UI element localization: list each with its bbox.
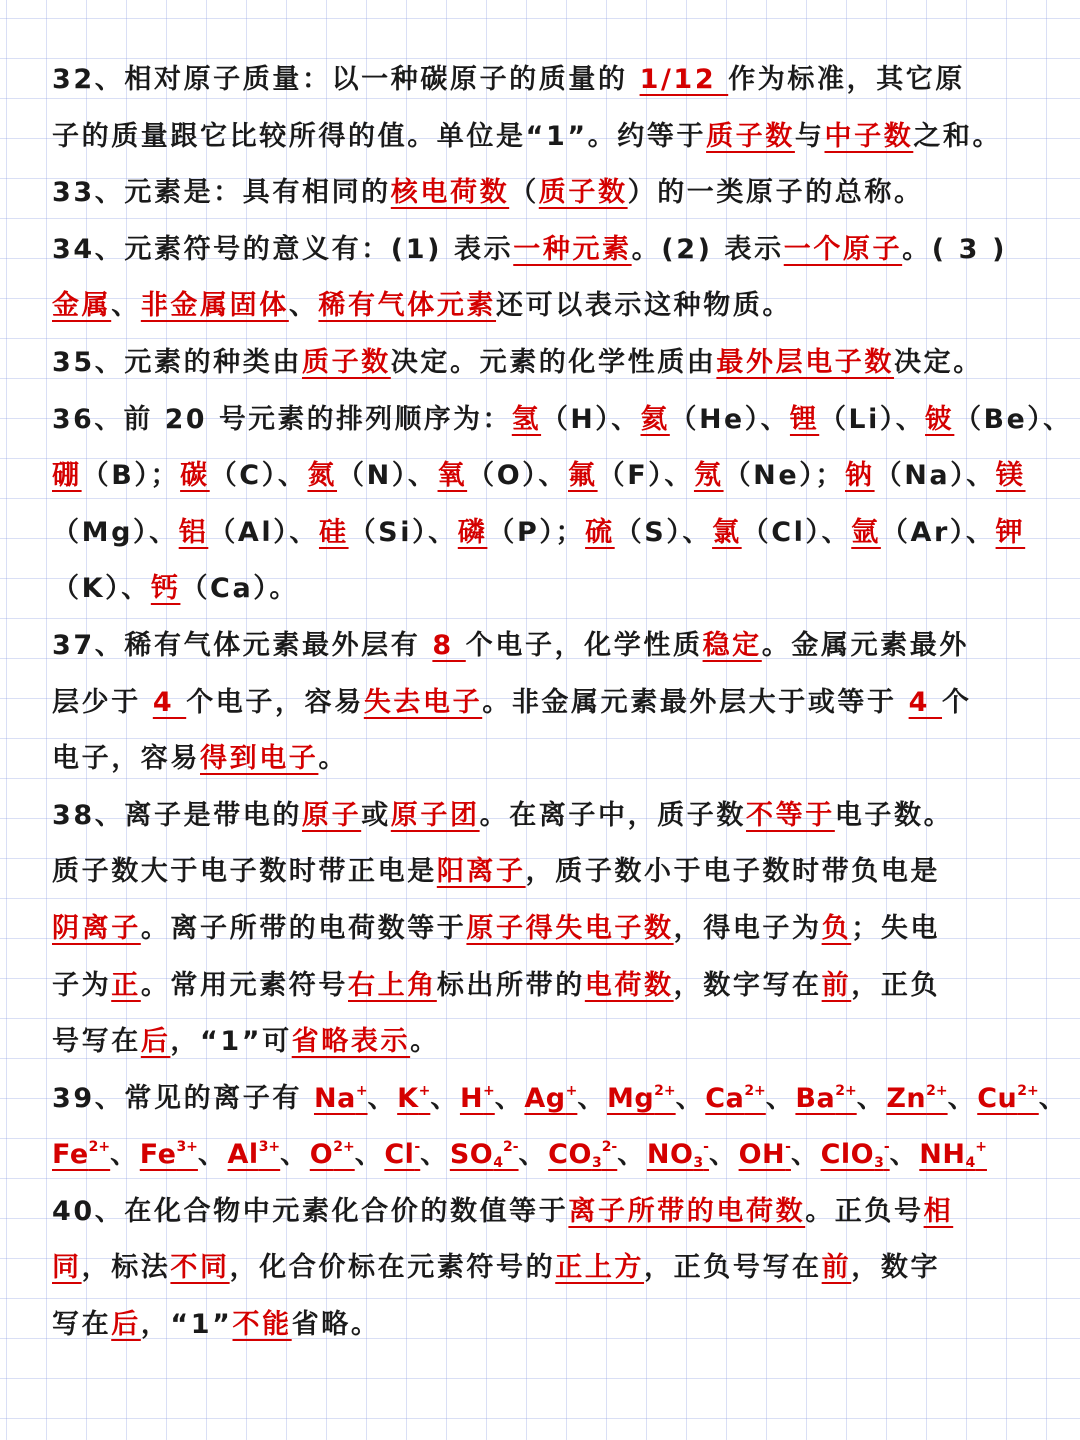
paragraph (52, 618, 1056, 788)
paragraph (52, 788, 1056, 1071)
key-term: 镁 (995, 460, 1026, 492)
ion-base: Al (227, 1139, 259, 1171)
body-text: 号写在 (52, 1026, 141, 1058)
key-term: 氢 (511, 403, 542, 435)
body-text: 之和。 (913, 120, 1003, 152)
body-text: （Ne）； (723, 460, 845, 492)
ion-symbol (524, 1083, 577, 1114)
body-text: ；失电 (851, 912, 941, 944)
text-line (52, 165, 1056, 222)
text-line (52, 1240, 1056, 1297)
key-term: 4 (152, 686, 187, 718)
text-line (52, 1071, 1069, 1128)
body-text: （C）、 (209, 460, 308, 492)
key-term: 1/12 (639, 64, 729, 95)
ion-charge: + (975, 1139, 987, 1156)
ion-symbol (977, 1083, 1039, 1114)
body-text: 、 (675, 1082, 706, 1114)
body-text: 、 (197, 1139, 228, 1171)
ion-charge: 2+ (744, 1082, 766, 1099)
body-text: ，质子数小于电子数时带负电是 (525, 856, 941, 888)
text-line (52, 1184, 1056, 1241)
body-text: 、 (765, 1082, 796, 1114)
key-term: 硅 (318, 516, 349, 548)
body-text: （N）、 (337, 460, 438, 492)
body-text: 。(2) 表示 (631, 233, 784, 265)
ion-base: ClO (820, 1139, 875, 1171)
body-text: （ (509, 177, 539, 209)
body-text: 省略。 (291, 1309, 381, 1341)
ion-charge: - (703, 1139, 709, 1156)
body-text: （Cl）、 (741, 516, 852, 548)
key-term: 右上角 (348, 969, 437, 1001)
body-text: ，“1”可 (170, 1026, 292, 1058)
ion-charge: 2+ (1017, 1082, 1039, 1099)
body-text: 层少于 (52, 686, 153, 718)
body-text: 33、元素是：具有相同的 (52, 177, 391, 209)
body-text: 子为 (52, 969, 112, 1001)
body-text: 32、相对原子质量：以一种碳原子的质量的 (52, 64, 640, 95)
key-term: 电荷数 (584, 969, 674, 1001)
body-text: 、 (111, 290, 141, 322)
text-line (52, 278, 1056, 335)
body-text: 电子数。 (834, 799, 954, 831)
ion-base: Ca (705, 1082, 745, 1114)
ion-symbol (607, 1083, 676, 1114)
key-term: 锂 (789, 403, 820, 435)
text-line (52, 958, 1056, 1015)
ion-base: Cu (977, 1082, 1018, 1114)
ion-charge: + (355, 1082, 368, 1099)
body-text: 。 (410, 1026, 440, 1058)
body-text: （Mg）、 (52, 516, 179, 548)
key-term: 8 (432, 629, 466, 661)
notes-document (52, 52, 1073, 1354)
body-text: 37、稀有气体元素最外层有 (52, 629, 433, 661)
paragraph (52, 1184, 1056, 1354)
key-term: 中子数 (824, 120, 914, 152)
ion-base: CO (548, 1139, 592, 1171)
key-term: 一个原子 (783, 233, 903, 265)
body-text: 标出所带的 (436, 969, 585, 1001)
body-text: （K）、 (52, 573, 151, 605)
key-term: 得到电子 (200, 743, 319, 775)
body-text: ，得电子为 (673, 912, 822, 944)
body-text: （F）、 (597, 460, 694, 492)
body-text: 子的质量跟它比较所得的值。单位是“1”。约等于 (52, 120, 707, 152)
ion-charge: 3+ (176, 1139, 198, 1156)
paragraph (52, 222, 1056, 335)
ion-subscript: 3 (693, 1155, 704, 1172)
key-term: 质子数 (538, 177, 628, 209)
paragraph (52, 52, 1056, 165)
ion-base: NH (919, 1139, 966, 1171)
body-text: （S）、 (614, 516, 713, 548)
body-text: 电子，容易 (52, 743, 200, 775)
key-term: 同 (52, 1252, 82, 1284)
ion-symbol (548, 1139, 617, 1170)
ion-symbol (52, 1139, 110, 1170)
ion-charge: 2+ (654, 1082, 676, 1099)
body-text: 个电子，容易 (186, 686, 364, 718)
key-term: 不能 (232, 1309, 292, 1341)
key-term: 稀有气体元素 (318, 290, 497, 322)
body-text: 、 (288, 290, 319, 322)
paragraph (52, 335, 1056, 392)
key-term: 相 (923, 1195, 954, 1227)
body-text: 、 (790, 1139, 821, 1171)
ion-base: Fe (52, 1139, 89, 1171)
body-text: 。常用元素符号 (140, 969, 349, 1001)
key-term: 氧 (437, 460, 468, 492)
body-text: 。( 3 ) (902, 233, 1008, 265)
key-term: 4 (908, 686, 943, 718)
key-term: 质子数 (301, 346, 391, 378)
ion-base: Fe (139, 1139, 177, 1171)
key-term: 氖 (693, 460, 724, 492)
key-term: 前 (821, 1252, 852, 1284)
text-line (52, 109, 1056, 166)
body-text: 。正负号 (805, 1195, 924, 1227)
body-text: 与 (794, 120, 825, 152)
body-text: 个电子，化学性质 (465, 629, 703, 661)
text-line (52, 901, 1056, 958)
ion-subscript: 4 (493, 1155, 503, 1172)
ion-charge: 2- (502, 1139, 519, 1156)
text-line (52, 1127, 1056, 1184)
text-line (52, 448, 1056, 505)
ion-symbol (384, 1139, 420, 1170)
body-text: （He）、 (669, 403, 790, 435)
ion-base: OH (738, 1139, 786, 1171)
ion-base: H (459, 1082, 484, 1114)
ion-base: O (309, 1139, 334, 1171)
paragraph (52, 165, 1056, 222)
text-line (52, 844, 1056, 901)
key-term: 离子所带的电荷数 (568, 1195, 806, 1227)
body-text: （P）； (487, 516, 586, 548)
key-term: 氮 (307, 460, 338, 492)
body-text: ，正负号写在 (644, 1252, 822, 1284)
key-term: 最外层电子数 (716, 346, 895, 378)
ion-charge: 2+ (926, 1082, 948, 1099)
key-term: 后 (140, 1026, 171, 1058)
ion-charge: 3+ (258, 1139, 281, 1156)
key-term: 氯 (712, 516, 742, 548)
body-text: 。金属元素最外 (761, 629, 969, 661)
paragraph (52, 392, 1073, 618)
text-line (52, 618, 1056, 675)
body-text: （Ca）。 (180, 573, 299, 605)
key-term: 铍 (925, 403, 955, 435)
text-line (52, 52, 1056, 109)
ion-charge: 2+ (333, 1139, 355, 1156)
body-text: 、 (420, 1139, 450, 1171)
ion-symbol (314, 1083, 368, 1114)
key-term: 钠 (844, 460, 875, 492)
ion-symbol (310, 1139, 355, 1170)
key-term: 铝 (178, 516, 209, 548)
key-term: 钾 (995, 516, 1026, 548)
body-text: 、 (367, 1082, 398, 1114)
body-text: （Be）、 (954, 403, 1073, 435)
body-text: （Ar）、 (880, 516, 996, 548)
body-text: 决定。 (894, 346, 983, 378)
text-line (52, 1297, 1056, 1354)
body-text: （H）、 (541, 403, 641, 435)
body-text: 35、元素的种类由 (52, 346, 302, 378)
ion-symbol (886, 1083, 947, 1114)
ion-subscript: 4 (965, 1155, 976, 1172)
body-text: 、 (1038, 1082, 1069, 1114)
body-text: ，数字写在 (673, 969, 822, 1001)
body-text: 写在 (52, 1309, 112, 1341)
key-term: 金属 (52, 290, 112, 322)
body-text: ，正负 (851, 969, 941, 1001)
body-text: ，化合价标在元素符号的 (229, 1252, 556, 1284)
ion-symbol (140, 1139, 198, 1170)
ion-charge: - (414, 1139, 421, 1156)
ion-base: NO (646, 1139, 694, 1171)
body-text: 。离子所带的电荷数等于 (140, 912, 467, 944)
ion-symbol (919, 1139, 987, 1170)
text-line (52, 561, 1056, 618)
body-text: （Li）、 (819, 403, 926, 435)
body-text: 、 (617, 1139, 647, 1171)
body-text: 或 (361, 799, 391, 831)
key-term: 硼 (52, 460, 82, 492)
body-text: 还可以表示这种物质。 (496, 290, 793, 322)
body-text: 34、元素符号的意义有：(1) 表示 (52, 233, 514, 265)
body-text: 36、前 20 号元素的排列顺序为： (52, 403, 512, 435)
body-text: 、 (430, 1082, 460, 1114)
text-line (52, 1014, 1056, 1071)
ion-charge: - (785, 1139, 791, 1156)
body-text: 。在离子中，质子数 (479, 799, 747, 831)
ion-base: K (397, 1082, 419, 1114)
key-term: 钙 (150, 573, 181, 605)
key-term: 阴离子 (52, 912, 141, 944)
key-term: 后 (111, 1309, 141, 1341)
ion-charge: 2+ (835, 1082, 857, 1099)
body-text: ，“1” (140, 1309, 233, 1341)
ion-charge: 2- (601, 1139, 618, 1156)
body-text: （B）； (81, 460, 181, 492)
body-text: 、 (354, 1139, 385, 1171)
key-term: 稳定 (702, 629, 762, 661)
key-term: 原子团 (390, 799, 480, 831)
key-term: 省略表示 (291, 1026, 411, 1058)
body-text: 、 (947, 1082, 978, 1114)
text-line (52, 505, 1056, 562)
body-text: （Na）、 (874, 460, 996, 492)
body-text: 、 (889, 1139, 920, 1171)
body-text: 。 (318, 743, 349, 775)
key-term: 碳 (180, 460, 210, 492)
key-term: 正上方 (555, 1252, 645, 1284)
ion-base: Na (313, 1082, 356, 1114)
body-text: （Si）、 (348, 516, 458, 548)
ion-symbol (228, 1139, 281, 1170)
key-term: 氦 (640, 403, 670, 435)
ion-symbol (450, 1139, 519, 1170)
ion-symbol (397, 1083, 430, 1114)
body-text: 、 (856, 1082, 887, 1114)
body-text: 质子数大于电子数时带正电是 (52, 856, 437, 888)
ion-charge: - (883, 1139, 890, 1156)
ion-charge: + (483, 1082, 495, 1099)
key-term: 氩 (851, 516, 881, 548)
body-text: 、 (577, 1082, 607, 1114)
body-text: 40、在化合物中元素化合价的数值等于 (52, 1195, 569, 1227)
key-term: 非金属固体 (140, 290, 289, 322)
key-term: 原子得失电子数 (466, 912, 674, 944)
key-term: 原子 (301, 799, 362, 831)
ion-charge: + (565, 1082, 578, 1099)
text-line (52, 675, 1056, 732)
ion-symbol (460, 1083, 495, 1114)
body-text: 、 (494, 1082, 525, 1114)
body-text: ，数字 (851, 1252, 941, 1284)
ion-symbol (821, 1139, 890, 1170)
key-term: 前 (821, 969, 852, 1001)
paragraph (52, 1071, 1069, 1184)
ion-base: Ba (795, 1082, 836, 1114)
body-text: 。非金属元素最外层大于或等于 (482, 686, 909, 718)
key-term: 阳离子 (436, 856, 526, 888)
key-term: 失去电子 (363, 686, 483, 718)
body-text: （Al）、 (208, 516, 319, 548)
ion-base: SO (449, 1139, 494, 1171)
text-line (52, 335, 1056, 392)
ion-charge: + (418, 1082, 431, 1099)
body-text: 39、常见的离子有 (52, 1082, 314, 1114)
body-text: 作为标准，其它原 (728, 64, 966, 95)
ion-base: Mg (606, 1082, 655, 1114)
ion-symbol (647, 1139, 709, 1170)
text-line (52, 731, 1056, 788)
body-text: 、 (518, 1139, 549, 1171)
body-text: 个 (942, 686, 972, 718)
body-text: ，标法 (81, 1252, 171, 1284)
key-term: 正 (111, 969, 141, 1001)
body-text: 决定。元素的化学性质由 (390, 346, 717, 378)
text-line (52, 222, 1056, 279)
body-text: 、 (280, 1139, 310, 1171)
key-term: 不同 (170, 1252, 230, 1284)
key-term: 磷 (457, 516, 488, 548)
body-text: ）的一类原子的总称。 (627, 177, 924, 209)
body-text: （O）、 (467, 460, 568, 492)
key-term: 氟 (568, 460, 598, 492)
ion-base: Zn (886, 1082, 927, 1114)
key-term: 硫 (585, 516, 615, 548)
ion-symbol (795, 1083, 856, 1114)
text-line (52, 392, 1073, 449)
key-term: 核电荷数 (390, 177, 510, 209)
ion-subscript: 3 (591, 1155, 602, 1172)
key-term: 负 (821, 912, 852, 944)
ion-symbol (705, 1083, 766, 1114)
body-text: 、 (708, 1139, 739, 1171)
ion-subscript: 3 (874, 1155, 884, 1172)
text-line (52, 788, 1056, 845)
ion-base: Cl (384, 1139, 415, 1171)
key-term: 一种元素 (513, 233, 632, 265)
ion-base: Ag (524, 1082, 566, 1114)
body-text: 38、离子是带电的 (52, 799, 302, 831)
ion-symbol (739, 1139, 791, 1170)
body-text: 、 (110, 1139, 140, 1171)
key-term: 质子数 (706, 120, 795, 152)
ion-charge: 2+ (88, 1139, 111, 1156)
key-term: 不等于 (746, 799, 835, 831)
